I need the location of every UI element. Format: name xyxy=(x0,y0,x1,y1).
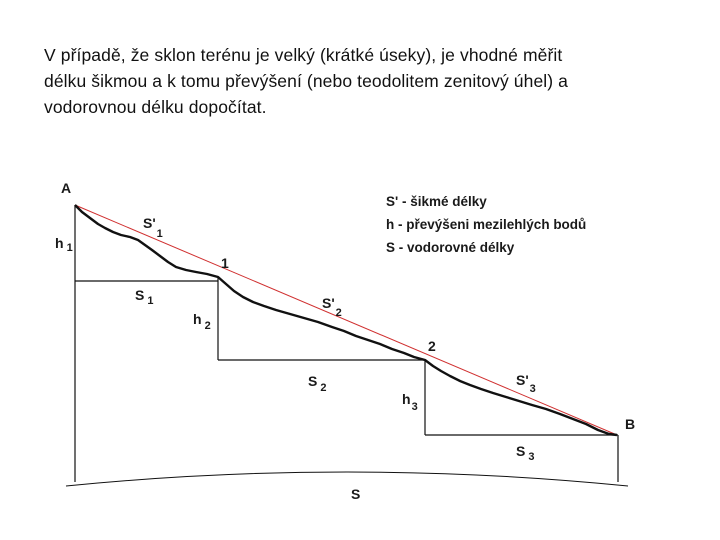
legend-height: h - převýšeni mezilehlých bodů xyxy=(386,217,587,232)
legend-slant: S' - šikmé délky xyxy=(386,194,487,209)
total-s-label: S xyxy=(351,486,361,502)
total-dimension-arc xyxy=(66,472,628,486)
intro-line-2: délku šikmou a k tomu převýšení (nebo teodolitem zenitový úhel) a xyxy=(44,71,568,91)
point-b-label: B xyxy=(625,416,636,432)
construction-lines xyxy=(75,205,618,482)
s-prime-1-label: $S'_1$ xyxy=(143,215,163,240)
point-1-label: 1 xyxy=(221,255,229,271)
s2-label: S $_2$ xyxy=(308,373,327,394)
intro-line-1: V případě, že sklon terénu je velký (krátké úseky), je vhodné měřit xyxy=(44,45,563,65)
point-2-label: 2 xyxy=(428,338,436,354)
legend xyxy=(386,194,586,255)
s-prime-3-label: $S'_3$ xyxy=(516,372,536,395)
h3-label: $h_3$ xyxy=(402,391,418,413)
s1-label: S $_1$ xyxy=(135,287,154,307)
point-a-label: A xyxy=(61,180,72,196)
s3-label: S $_3$ xyxy=(516,443,535,463)
intro-line-3: vodorovnou délku dopočítat. xyxy=(44,97,267,117)
h2-label: h $_2$ xyxy=(193,311,211,332)
s-prime-2-label: $S'_2$ xyxy=(322,295,342,319)
legend-horizontal: S - vodorovné délky xyxy=(386,240,515,255)
h1-label: h $_1$ xyxy=(55,235,73,254)
